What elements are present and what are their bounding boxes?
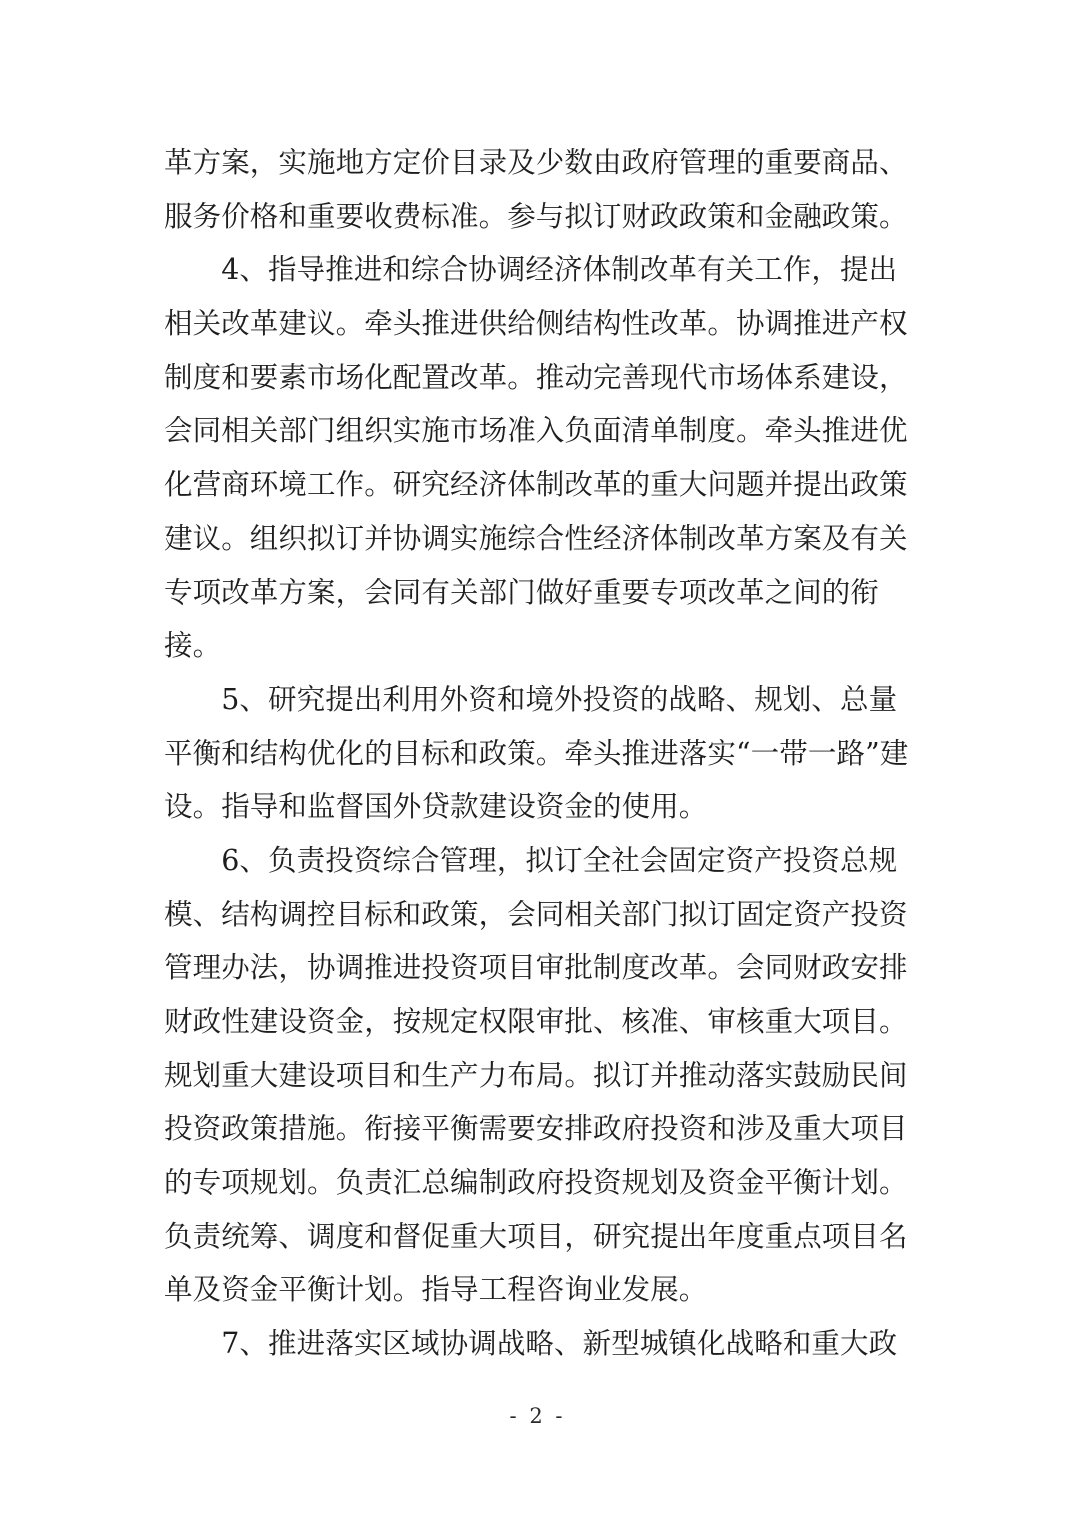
para-item-6 [164,834,924,1317]
text-line: 会同相关部门组织实施市场准入负面清单制度。牵头推进优 [164,414,908,448]
page-number: - 2 - [509,1404,566,1428]
para-continuation [164,136,924,243]
text-line: 平衡和结构优化的目标和政策。牵头推进落实“一带一路”建 [164,736,909,770]
text-line: 6、负责投资综合管理，拟订全社会固定资产投资总规 [164,843,898,877]
page-footer [0,1404,1075,1428]
text-line: 4、指导推进和综合协调经济体制改革有关工作，提出 [164,253,898,287]
text-line: 建议。组织拟订并协调实施综合性经济体制改革方案及有关 [164,521,908,555]
text-line: 制度和要素市场化配置改革。推动完善现代市场体系建设， [164,360,908,394]
text-line: 革方案，实施地方定价目录及少数由政府管理的重要商品、 [164,146,908,179]
text-line: 的专项规划。负责汇总编制政府投资规划及资金平衡计划。 [164,1166,908,1200]
text-line: 化营商环境工作。研究经济体制改革的重大问题并提出政策 [164,468,908,502]
text-line: 接。 [164,629,222,663]
text-line: 负责统筹、调度和督促重大项目，研究提出年度重点项目名 [164,1219,908,1253]
text-line: 模、结构调控目标和政策，会同相关部门拟订固定资产投资 [164,897,908,931]
text-line: 设。指导和监督国外贷款建设资金的使用。 [164,790,708,824]
text-line: 服务价格和重要收费标准。参与拟订财政政策和金融政策。 [164,199,908,233]
text-line: 5、研究提出利用外资和境外投资的战略、规划、总量 [164,682,898,716]
text-line: 7、推进落实区域协调战略、新型城镇化战略和重大政 [164,1327,898,1361]
document-body [164,136,924,1371]
text-line: 单及资金平衡计划。指导工程咨询业发展。 [164,1273,708,1307]
text-line: 规划重大建设项目和生产力布局。拟订并推动落实鼓励民间 [164,1058,908,1092]
text-line: 管理办法，协调推进投资项目审批制度改革。会同财政安排 [164,951,908,985]
text-line: 投资政策措施。衔接平衡需要安排政府投资和涉及重大项目 [164,1112,908,1146]
text-line: 专项改革方案，会同有关部门做好重要专项改革之间的衔 [164,575,880,609]
text-line: 财政性建设资金，按规定权限审批、核准、审核重大项目。 [164,1005,908,1038]
text-line: 相关改革建议。牵头推进供给侧结构性改革。协调推进产权 [164,307,908,341]
para-item-5 [164,673,924,834]
para-item-4 [164,243,924,673]
para-item-7 [164,1317,924,1371]
